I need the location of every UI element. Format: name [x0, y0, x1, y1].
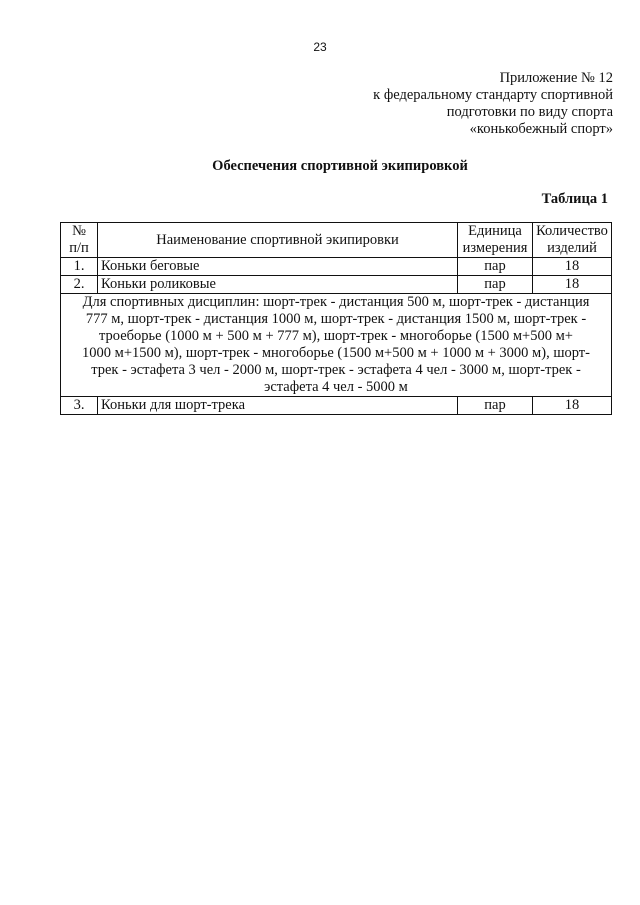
- row-qty: 18: [533, 276, 612, 294]
- row-name: Коньки беговые: [98, 258, 458, 276]
- header-qty-line-2: изделий: [547, 240, 597, 256]
- disciplines-note: [61, 294, 612, 397]
- row-num: 3.: [61, 397, 98, 415]
- disciplines-line-4: 1000 м+1500 м), шорт-трек - многоборье (1500 м+500 м + 1000 м + 3000 м), шорт-: [82, 345, 590, 361]
- equipment-table: [60, 222, 612, 415]
- table-row: [61, 276, 612, 294]
- disciplines-line-6: эстафета 4 чел - 5000 м: [264, 379, 408, 395]
- page-number: 23: [313, 40, 327, 54]
- row-qty: 18: [533, 258, 612, 276]
- header-unit-line-2: измерения: [462, 240, 528, 256]
- header-num-line-2: п/п: [69, 240, 89, 256]
- row-unit: пар: [458, 258, 533, 276]
- header-qty: [533, 223, 612, 258]
- header-num: [61, 223, 98, 258]
- row-unit: пар: [458, 276, 533, 294]
- table-row: [61, 397, 612, 415]
- table-header-row: [61, 223, 612, 258]
- row-name: Коньки роликовые: [98, 276, 458, 294]
- row-num: 2.: [61, 276, 98, 294]
- appendix-line-4: «конькобежный спорт»: [469, 121, 613, 137]
- header-unit: [458, 223, 533, 258]
- table-row: [61, 258, 612, 276]
- row-qty: 18: [533, 397, 612, 415]
- table-label: Таблица 1: [541, 191, 608, 207]
- appendix-line-1: Приложение № 12: [499, 70, 613, 86]
- header-name: Наименование спортивной экипировки: [98, 223, 458, 258]
- header-num-line-1: №: [72, 223, 86, 239]
- disciplines-line-1: Для спортивных дисциплин: шорт-трек - дистанция 500 м, шорт-трек - дистанция: [82, 294, 590, 310]
- disciplines-line-2: 777 м, шорт-трек - дистанция 1000 м, шорт-трек - дистанция 1500 м, шорт-трек -: [85, 311, 587, 327]
- disciplines-line-3: троеборье (1000 м + 500 м + 777 м), шорт-трек - многоборье (1500 м+500 м+: [99, 328, 573, 344]
- document-title: Обеспечения спортивной экипировкой: [212, 158, 468, 174]
- appendix-line-2: к федеральному стандарту спортивной: [373, 87, 613, 103]
- table-span-row: [61, 294, 612, 397]
- row-name: Коньки для шорт-трека: [98, 397, 458, 415]
- appendix-line-3: подготовки по виду спорта: [446, 104, 613, 120]
- disciplines-line-5: трек - эстафета 3 чел - 2000 м, шорт-трек - эстафета 4 чел - 3000 м, шорт-трек -: [91, 362, 581, 378]
- header-unit-line-1: Единица: [468, 223, 522, 239]
- row-unit: пар: [458, 397, 533, 415]
- row-num: 1.: [61, 258, 98, 276]
- appendix-header: [253, 70, 613, 138]
- header-qty-line-1: Количество: [536, 223, 608, 239]
